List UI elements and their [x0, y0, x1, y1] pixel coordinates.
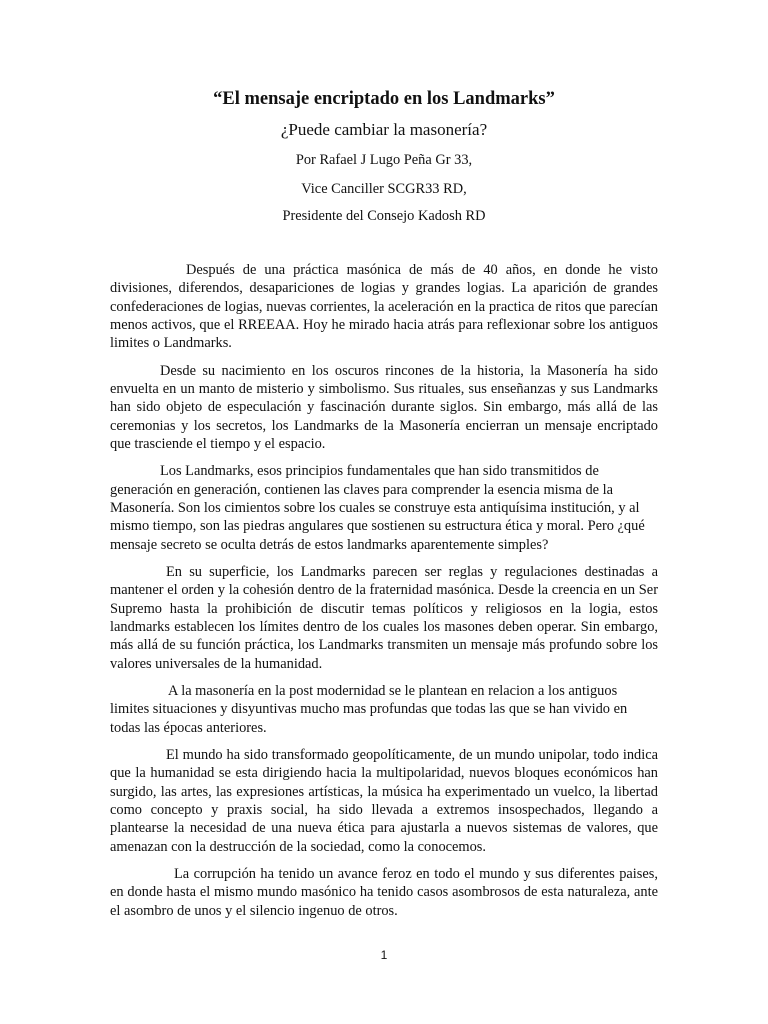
document-body: [110, 261, 658, 929]
body-paragraph: Los Landmarks, esos principios fundamentales que han sido transmitidos de generación en generación, contienen las claves para comprender la esencia misma de la Masonería. Son los cimientos sobre los cuales se construye esta antiquísima institución, y al mismo tiempo, son las piedras angulares que sostienen su estructura ética y moral. Pero ¿qué mensaje secreto se oculta detrás de estos landmarks aparentemente simples?: [110, 463, 645, 553]
body-paragraph: El mundo ha sido transformado geopolíticamente, de un mundo unipolar, todo indica que la humanidad se esta dirigiendo hacia la multipolaridad, nuevos bloques económicos han surgido, las artes, las expresiones artísticas, la música ha experimentado un vuelco, la libertad como concepto y praxis social, ha sido llevada a extremos insospechados, llegando a plantearse la necesidad de una nueva ética para ajustarla a nuevos sistemas de valores, que amenazan con la destrucción de la sociedad, como la conocemos.: [110, 747, 658, 855]
page-number: 1: [380, 948, 388, 962]
author-role-line: Vice Canciller SCGR33 RD,: [301, 181, 467, 197]
body-paragraph: En su superficie, los Landmarks parecen ser reglas y regulaciones destinadas a mantener el orden y la cohesión dentro de la fraternidad masónica. Desde la creencia en un Ser Supremo hasta la prohibición de discutir temas políticos y religiosos en la logia, estos landmarks establecen los límites dentro de los cuales los masones deben operar. Sin embargo, más allá de su función práctica, los Landmarks transmiten un mensaje más profundo sobre los valores universales de la humanidad.: [110, 564, 658, 672]
body-paragraph: La corrupción ha tenido un avance feroz en todo el mundo y sus diferentes paises, en donde hasta el mismo mundo masónico ha tenido casos asombrosos de esta naturaleza, ante el asombro de unos y el silencio ingenuo de otros.: [110, 866, 658, 919]
body-paragraph: Desde su nacimiento en los oscuros rincones de la historia, la Masonería ha sido envuelta en un manto de misterio y simbolismo. Sus rituales, sus enseñanzas y sus Landmarks han sido objeto de especulación y fascinación durante siglos. Sin embargo, más allá de las ceremonias y los secretos, los Landmarks de la Masonería encierran un mensaje encriptado que trasciende el tiempo y el espacio.: [110, 362, 658, 452]
body-paragraph: A la masonería en la post modernidad se le plantean en relacion a los antiguos limites situaciones y disyuntivas mucho mas profundas que todas las que se han vivido en todas las épocas anteriores.: [110, 682, 628, 736]
author-line: Por Rafael J Lugo Peña Gr 33,: [295, 152, 473, 168]
document-subtitle: ¿Puede cambiar la masonería?: [280, 120, 488, 139]
body-paragraph: Después de una práctica masónica de más de 40 años, en donde he visto divisiones, diferendos, desapariciones de logias y grandes logias. La aparición de grandes confederaciones de logias, nuevas corrientes, la aceleración en la practica de ritos que parecían menos activos, que el RREEAA. Hoy he mirado hacia atrás para reflexionar sobre los antiguos limites o Landmarks.: [110, 262, 658, 352]
document-title: “El mensaje encriptado en los Landmarks”: [213, 89, 555, 109]
author-role-line: Presidente del Consejo Kadosh RD: [282, 208, 486, 224]
